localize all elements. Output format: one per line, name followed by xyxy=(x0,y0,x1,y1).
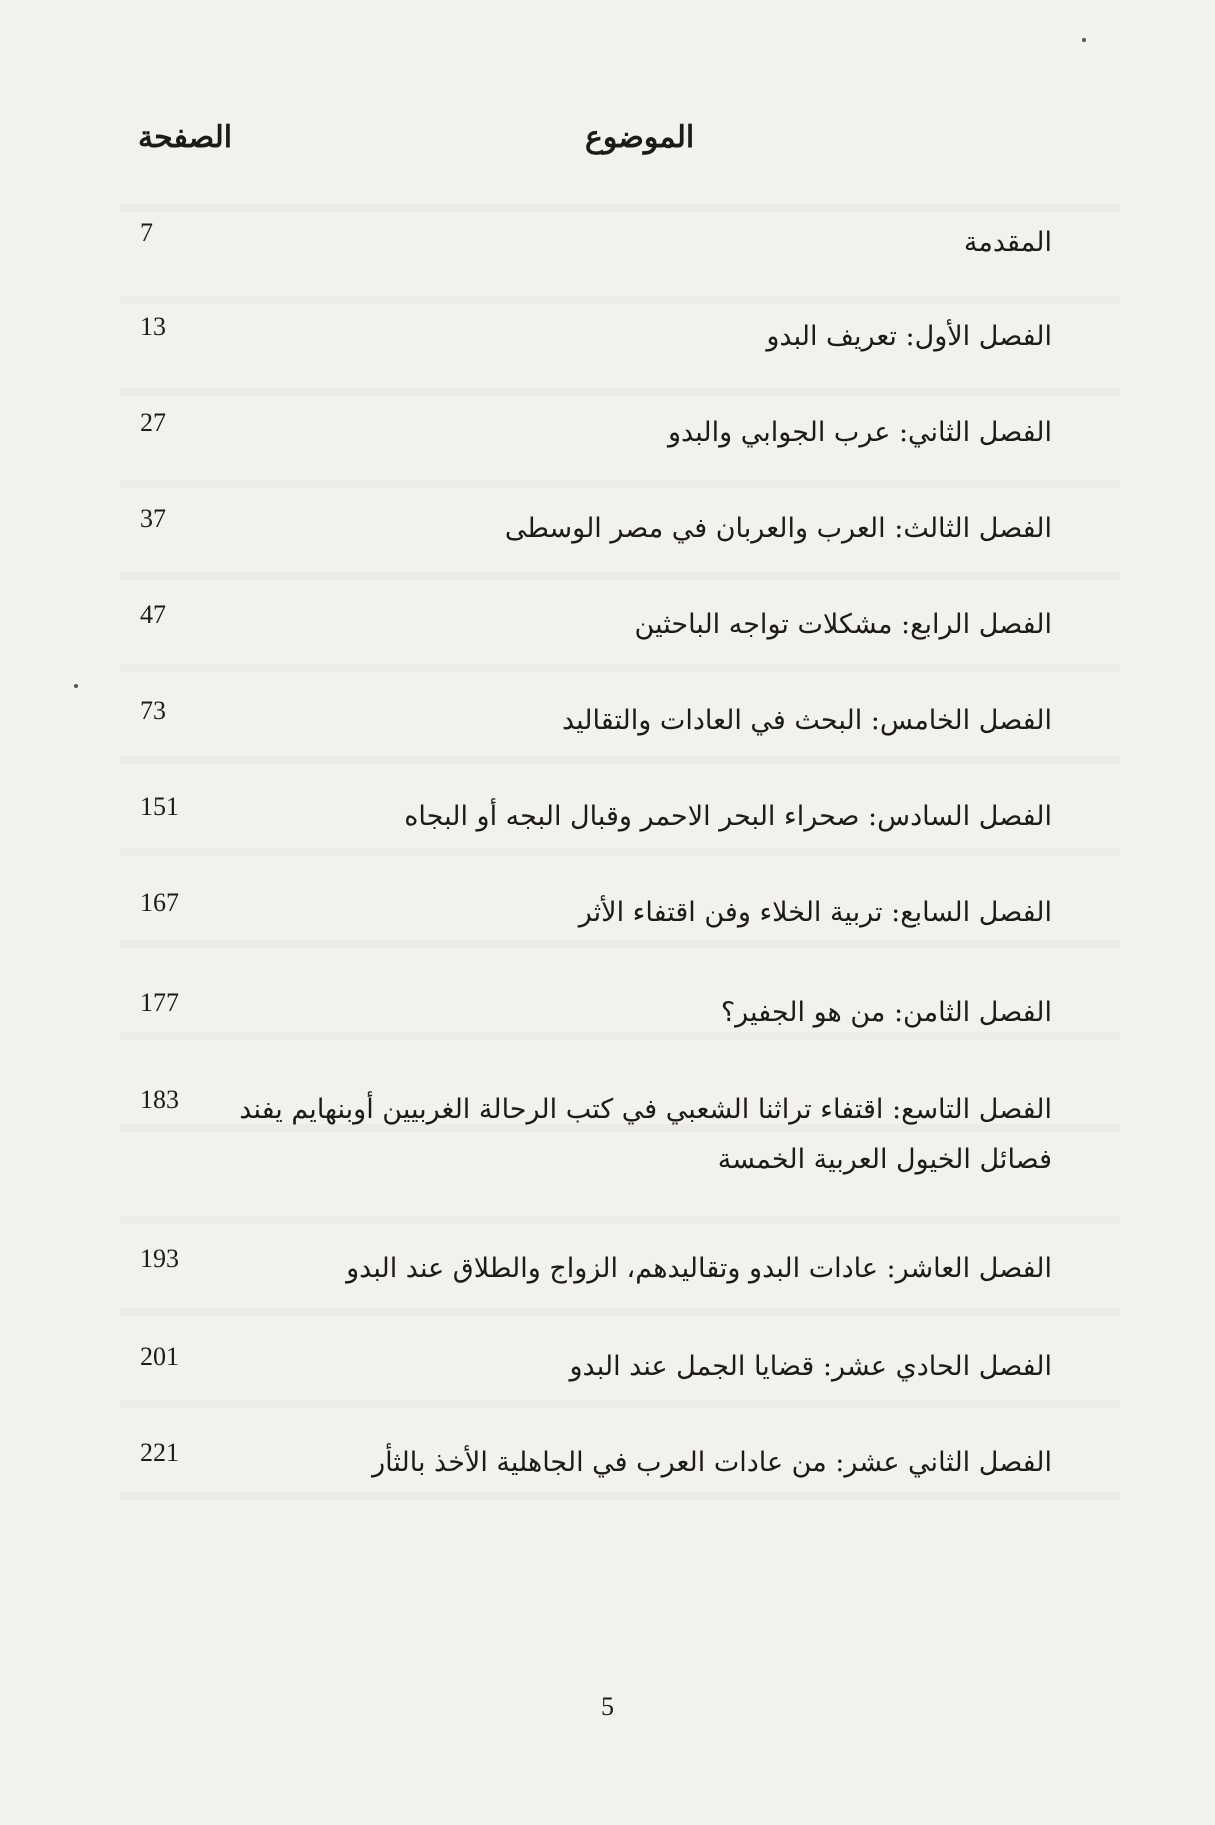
toc-entry-page: 47 xyxy=(140,600,166,629)
toc-entry-page: 193 xyxy=(140,1244,179,1273)
toc-entry-page: 167 xyxy=(140,888,179,917)
speck xyxy=(74,684,78,688)
toc-entry-title: الفصل الثالث: العرب والعربان في مصر الوسطى xyxy=(504,513,1052,544)
toc-entry-page: 13 xyxy=(140,312,166,341)
toc-entry-title: الفصل الأول: تعريف البدو xyxy=(766,321,1052,352)
toc-entry xyxy=(140,1438,1052,1488)
toc-entry-title: المقدمة xyxy=(963,227,1052,258)
toc-entry xyxy=(140,988,1052,1038)
toc-entry-page: 27 xyxy=(140,408,166,437)
toc-entry xyxy=(140,1085,1052,1185)
toc-entry-title: الفصل التاسع: اقتفاء تراثنا الشعبي في كتب الرحالة الغربيين أوبنهايم يفند فصائل الخيول العربية الخمسة xyxy=(239,1094,1052,1175)
toc-entry xyxy=(140,218,1052,268)
toc-entry xyxy=(140,408,1052,458)
toc-entry-title: الفصل الثاني: عرب الجوابي والبدو xyxy=(668,417,1052,448)
page-number: 5 xyxy=(601,1692,614,1721)
toc-entry-title: الفصل العاشر: عادات البدو وتقاليدهم، الزواج والطلاق عند البدو xyxy=(346,1253,1052,1284)
toc-entry-page: 201 xyxy=(140,1342,179,1371)
toc-entry-title: الفصل الخامس: البحث في العادات والتقاليد xyxy=(561,705,1052,736)
toc-entry-page: 37 xyxy=(140,504,166,533)
toc-entry xyxy=(140,312,1052,362)
topic-column-header: الموضوع xyxy=(585,120,695,155)
toc-entry-page: 177 xyxy=(140,988,179,1017)
toc-entry-title: الفصل السابع: تربية الخلاء وفن اقتفاء الأثر xyxy=(578,897,1052,928)
toc-entry xyxy=(140,600,1052,650)
toc-entry-title: الفصل الثاني عشر: من عادات العرب في الجاهلية الأخذ بالثأر xyxy=(372,1447,1052,1478)
toc-entry xyxy=(140,504,1052,554)
toc-entry xyxy=(140,1342,1052,1392)
toc-entry-page: 183 xyxy=(140,1085,179,1114)
toc-entry-page: 7 xyxy=(140,218,153,247)
toc-entry xyxy=(140,888,1052,938)
toc-entry-page: 73 xyxy=(140,696,166,725)
toc-entry xyxy=(140,696,1052,746)
toc-entry xyxy=(140,792,1052,842)
toc-entry-title: الفصل الثامن: من هو الجفير؟ xyxy=(720,997,1052,1028)
toc-entry-page: 151 xyxy=(140,792,179,821)
toc-entry-title: الفصل السادس: صحراء البحر الاحمر وقبال البجه أو البجاه xyxy=(404,801,1052,832)
toc-entry-page: 221 xyxy=(140,1438,179,1467)
toc-entry xyxy=(140,1244,1052,1294)
toc-entry-title: الفصل الرابع: مشكلات تواجه الباحثين xyxy=(634,609,1052,640)
speck xyxy=(1082,38,1086,42)
toc-entry-title: الفصل الحادي عشر: قضايا الجمل عند البدو xyxy=(569,1351,1052,1382)
page-column-header: الصفحة xyxy=(138,120,233,155)
